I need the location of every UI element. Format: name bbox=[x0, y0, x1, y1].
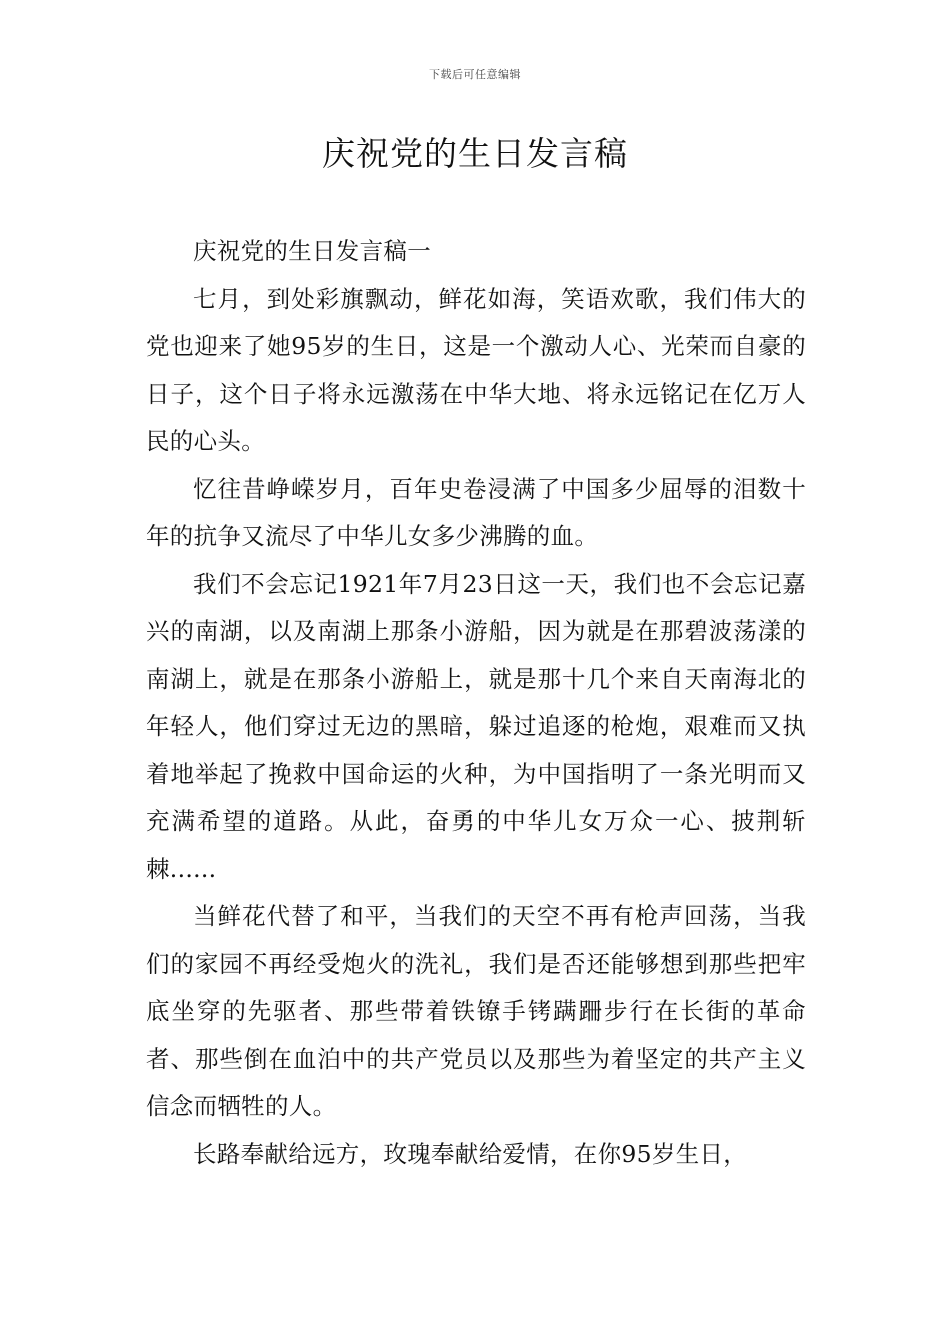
document-body bbox=[146, 228, 806, 1178]
paragraph: 七月，到处彩旗飘动，鲜花如海，笑语欢歌，我们伟大的党也迎来了她95岁的生日，这是一个激动人心、光荣而自豪的日子，这个日子将永远激荡在中华大地、将永远铭记在亿万人民的心头。 bbox=[146, 284, 806, 455]
paragraph-section-heading: 庆祝党的生日发言稿一 bbox=[193, 237, 431, 265]
paragraph: 长路奉献给远方，玫瑰奉献给爱情，在你95岁生日， bbox=[193, 1139, 748, 1168]
header-note: 下载后可任意编辑 bbox=[429, 68, 521, 81]
paragraph: 我们不会忘记1921年7月23日这一天，我们也不会忘记嘉兴的南湖，以及南湖上那条小游船，因为就是在那碧波荡漾的南湖上，就是在那条小游船上，就是那十几个来自天南海北的年轻人，他们穿过无边的黑暗，躲过追逐的枪炮，艰难而又执着地举起了挽救中国命运的火种，为中国指明了一条光明而又充满希望的道路。从此，奋勇的中华儿女万众一心、披荆斩棘...... bbox=[146, 569, 806, 883]
document-title: 庆祝党的生日发言稿 bbox=[322, 134, 628, 173]
paragraph: 当鲜花代替了和平，当我们的天空不再有枪声回荡，当我们的家园不再经受炮火的洗礼，我们是否还能够想到那些把牢底坐穿的先驱者、那些带着铁镣手铐蹒跚步行在长街的革命者、那些倒在血泊中的共产党员以及那些为着坚定的共产主义信念而牺牲的人。 bbox=[146, 902, 806, 1120]
paragraph: 忆往昔峥嵘岁月，百年史卷浸满了中国多少屈辱的泪数十年的抗争又流尽了中华儿女多少沸腾的血。 bbox=[146, 474, 806, 550]
